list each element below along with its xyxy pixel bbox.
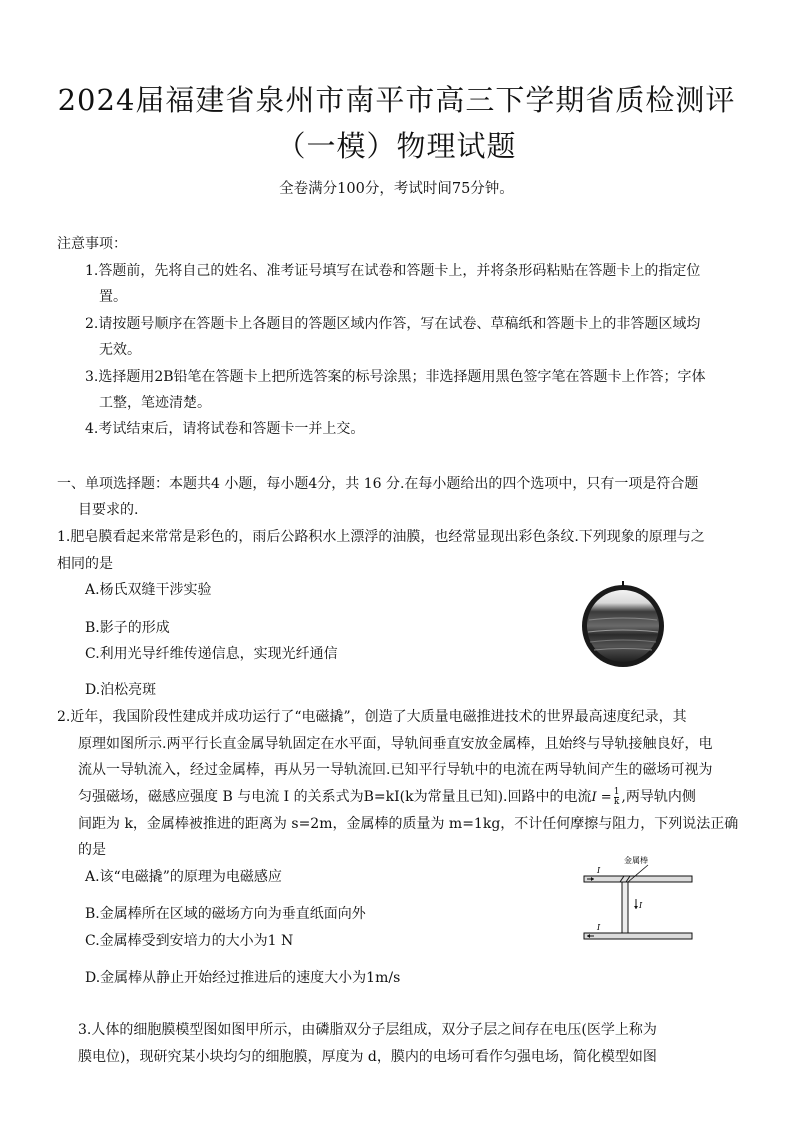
q2-stem-line5: 间距为 k，金属棒被推进的距离为 s=2m，金属棒的质量为 m=1kg，不计任何摩擦与阻力，下列说法正确 [78, 816, 739, 832]
note-1-line1: 1.答题前，先将自己的姓名、准考证号填写在试卷和答题卡上，并将条形码粘贴在答题卡上的指定位 [85, 263, 701, 279]
q3-stem-line1: 3.人体的细胞膜模型图如图甲所示，由磷脂双分子层组成，双分子层之间存在电压(医学上称为 [78, 1022, 657, 1038]
q2-stem-line4 [78, 786, 696, 807]
q2-option-c: C.金属棒受到安培力的大小为1 N [85, 933, 294, 949]
soap-film-figure [578, 580, 668, 670]
q1-stem-line1: 1.肥皂膜看起来常常是彩色的，雨后公路积水上漂浮的油膜，也经常显现出彩色条纹.下列现象的原理与之 [57, 529, 705, 545]
q2-stem-line6: 的是 [78, 842, 106, 858]
current-label-bottom: I [597, 923, 601, 932]
current-label-rod: I [639, 901, 643, 910]
q2-option-a: A.该“电磁撬”的原理为电磁感应 [85, 869, 282, 885]
current-fraction [614, 788, 620, 807]
q2-stem-line4-end: ,两导轨内侧 [621, 789, 696, 805]
q1-stem-line2: 相同的是 [57, 556, 113, 572]
q1-option-d: D.泊松亮斑 [85, 682, 157, 698]
fraction-denominator: k [613, 796, 620, 807]
section1-heading-cont: 目要求的. [78, 502, 139, 518]
current-label-top: I [597, 866, 601, 875]
notes-heading: 注意事项： [57, 236, 127, 252]
q2-stem-line4-text: 匀强磁场，磁感应强度 B 与电流 I 的关系式为B=kI(k为常量且已知).回路中的电流 [78, 789, 592, 805]
rod-label: 金属棒 [624, 856, 648, 865]
note-4: 4.考试结束后，请将试卷和答题卡一并上交。 [85, 421, 365, 437]
q2-option-b: B.金属棒所在区域的磁场方向为垂直纸面向外 [85, 906, 366, 922]
q1-option-b: B.影子的形成 [85, 620, 170, 636]
note-3-line1: 3.选择题用2B铅笔在答题卡上把所选答案的标号涂黑；非选择题用黑色签字笔在答题卡上作答；字体 [85, 369, 706, 385]
q2-stem-line3: 流从一导轨流入，经过金属棒，再从另一导轨流回.已知平行导轨中的电流在两导轨间产生的磁场可视为 [78, 762, 713, 778]
q1-option-c: C.利用光导纤维传递信息，实现光纤通信 [85, 646, 338, 662]
note-2-line2: 无效。 [99, 342, 141, 358]
q2-option-d: D.金属棒从静止开始经过推进后的速度大小为1m/s [85, 970, 401, 986]
q3-stem-line2: 膜电位)，现研究某小块均匀的细胞膜，厚度为 d，膜内的电场可看作匀强电场，简化模型如图 [78, 1049, 657, 1065]
note-1-line2: 置。 [99, 289, 127, 305]
current-formula: I = [591, 790, 612, 805]
page-title-line1: 2024届福建省泉州市南平市高三下学期省质检测评 [57, 83, 736, 117]
exam-subtitle: 全卷满分100分，考试时间75分钟。 [279, 181, 514, 197]
fraction-numerator: 1 [613, 786, 620, 797]
q1-option-a: A.杨氏双缝干涉实验 [85, 582, 212, 598]
section1-heading: 一、单项选择题：本题共4 小题，每小题4分，共 16 分.在每小题给出的四个选项中，只有一项是符合题 [57, 476, 699, 492]
rail-gun-figure [582, 851, 694, 943]
q2-stem-line1: 2.近年，我国阶段性建成并成功运行了“电磁撬”，创造了大质量电磁推进技术的世界最高速度纪录，其 [57, 709, 687, 725]
note-2-line1: 2.请按题号顺序在答题卡上各题目的答题区域内作答，写在试卷、草稿纸和答题卡上的非答题区域均 [85, 316, 701, 332]
q2-stem-line2: 原理如图所示.两平行长直金属导轨固定在水平面，导轨间垂直安放金属棒，且始终与导轨接触良好，电 [78, 736, 713, 752]
note-3-line2: 工整，笔迹清楚。 [99, 395, 211, 411]
page-title-line2: （一模）物理试题 [276, 129, 517, 163]
